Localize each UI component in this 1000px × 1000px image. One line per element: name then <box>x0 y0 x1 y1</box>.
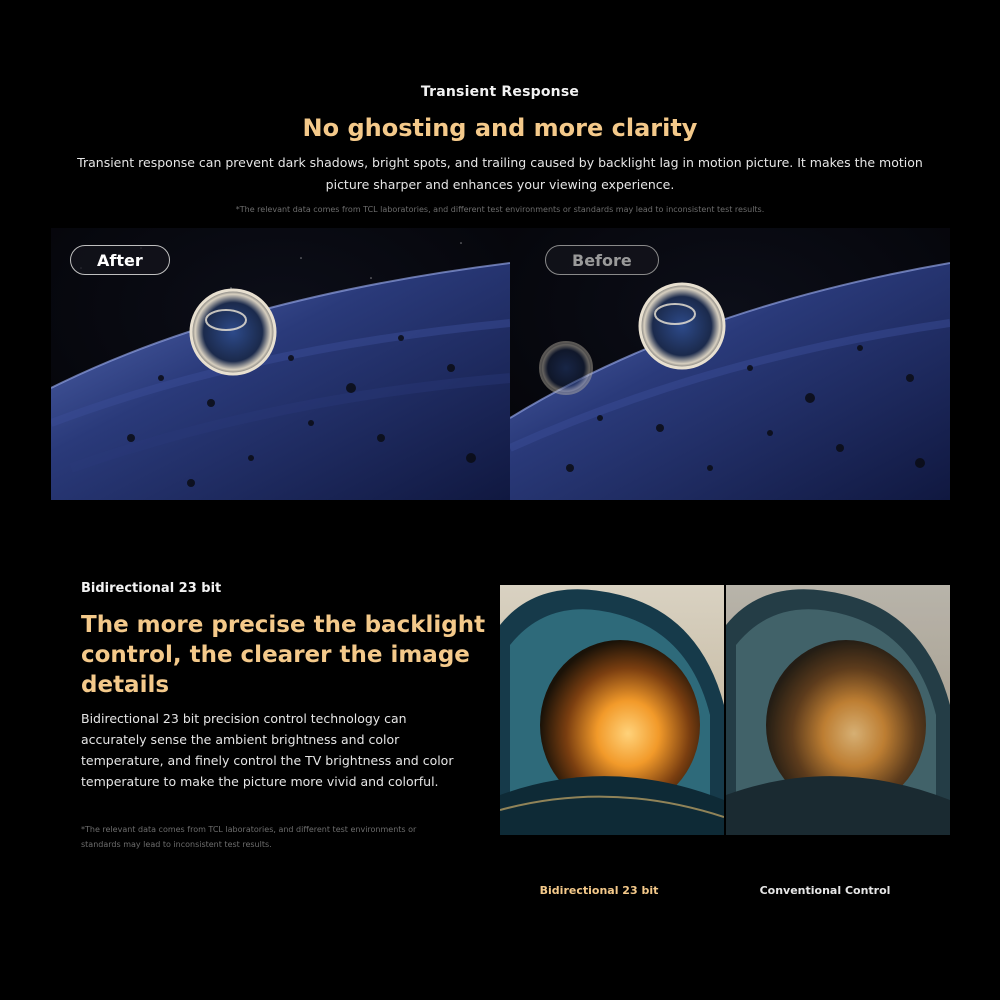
after-label-badge: After <box>70 245 170 275</box>
wave-illustration-vivid <box>500 585 724 835</box>
transient-disclaimer: *The relevant data comes from TCL laboratories, and different test environments or standards may lead to inconsistent test results. <box>235 205 765 214</box>
bidirectional-description: Bidirectional 23 bit precision control technology can accurately sense the ambient brightness and color temperature, and finely control the TV brightness and color temperature to make the picture more vivid and colorful. <box>81 711 454 789</box>
wave-image-bidirectional <box>500 585 724 835</box>
bidirectional-headline: The more precise the backlight control, the clearer the image details <box>81 612 486 698</box>
transient-headline: No ghosting and more clarity <box>302 114 698 142</box>
bidirectional-eyebrow: Bidirectional 23 bit <box>81 581 222 596</box>
wave-illustration-dull <box>726 585 950 835</box>
caption-bidirectional: Bidirectional 23 bit <box>539 884 659 897</box>
transient-eyebrow: Transient Response <box>420 84 580 100</box>
wave-image-conventional <box>726 585 950 835</box>
bidirectional-disclaimer: *The relevant data comes from TCL laboratories, and different test environments or standards may lead to inconsistent test results. <box>81 825 417 849</box>
caption-conventional: Conventional Control <box>759 884 891 897</box>
after-image-panel <box>51 228 510 500</box>
transient-description: Transient response can prevent dark shadows, bright spots, and trailing caused by backlight lag in motion picture. It makes the motion picture sharper and enhances your viewing experience. <box>77 155 923 192</box>
before-label-badge: Before <box>545 245 659 275</box>
before-image-panel <box>510 228 950 500</box>
